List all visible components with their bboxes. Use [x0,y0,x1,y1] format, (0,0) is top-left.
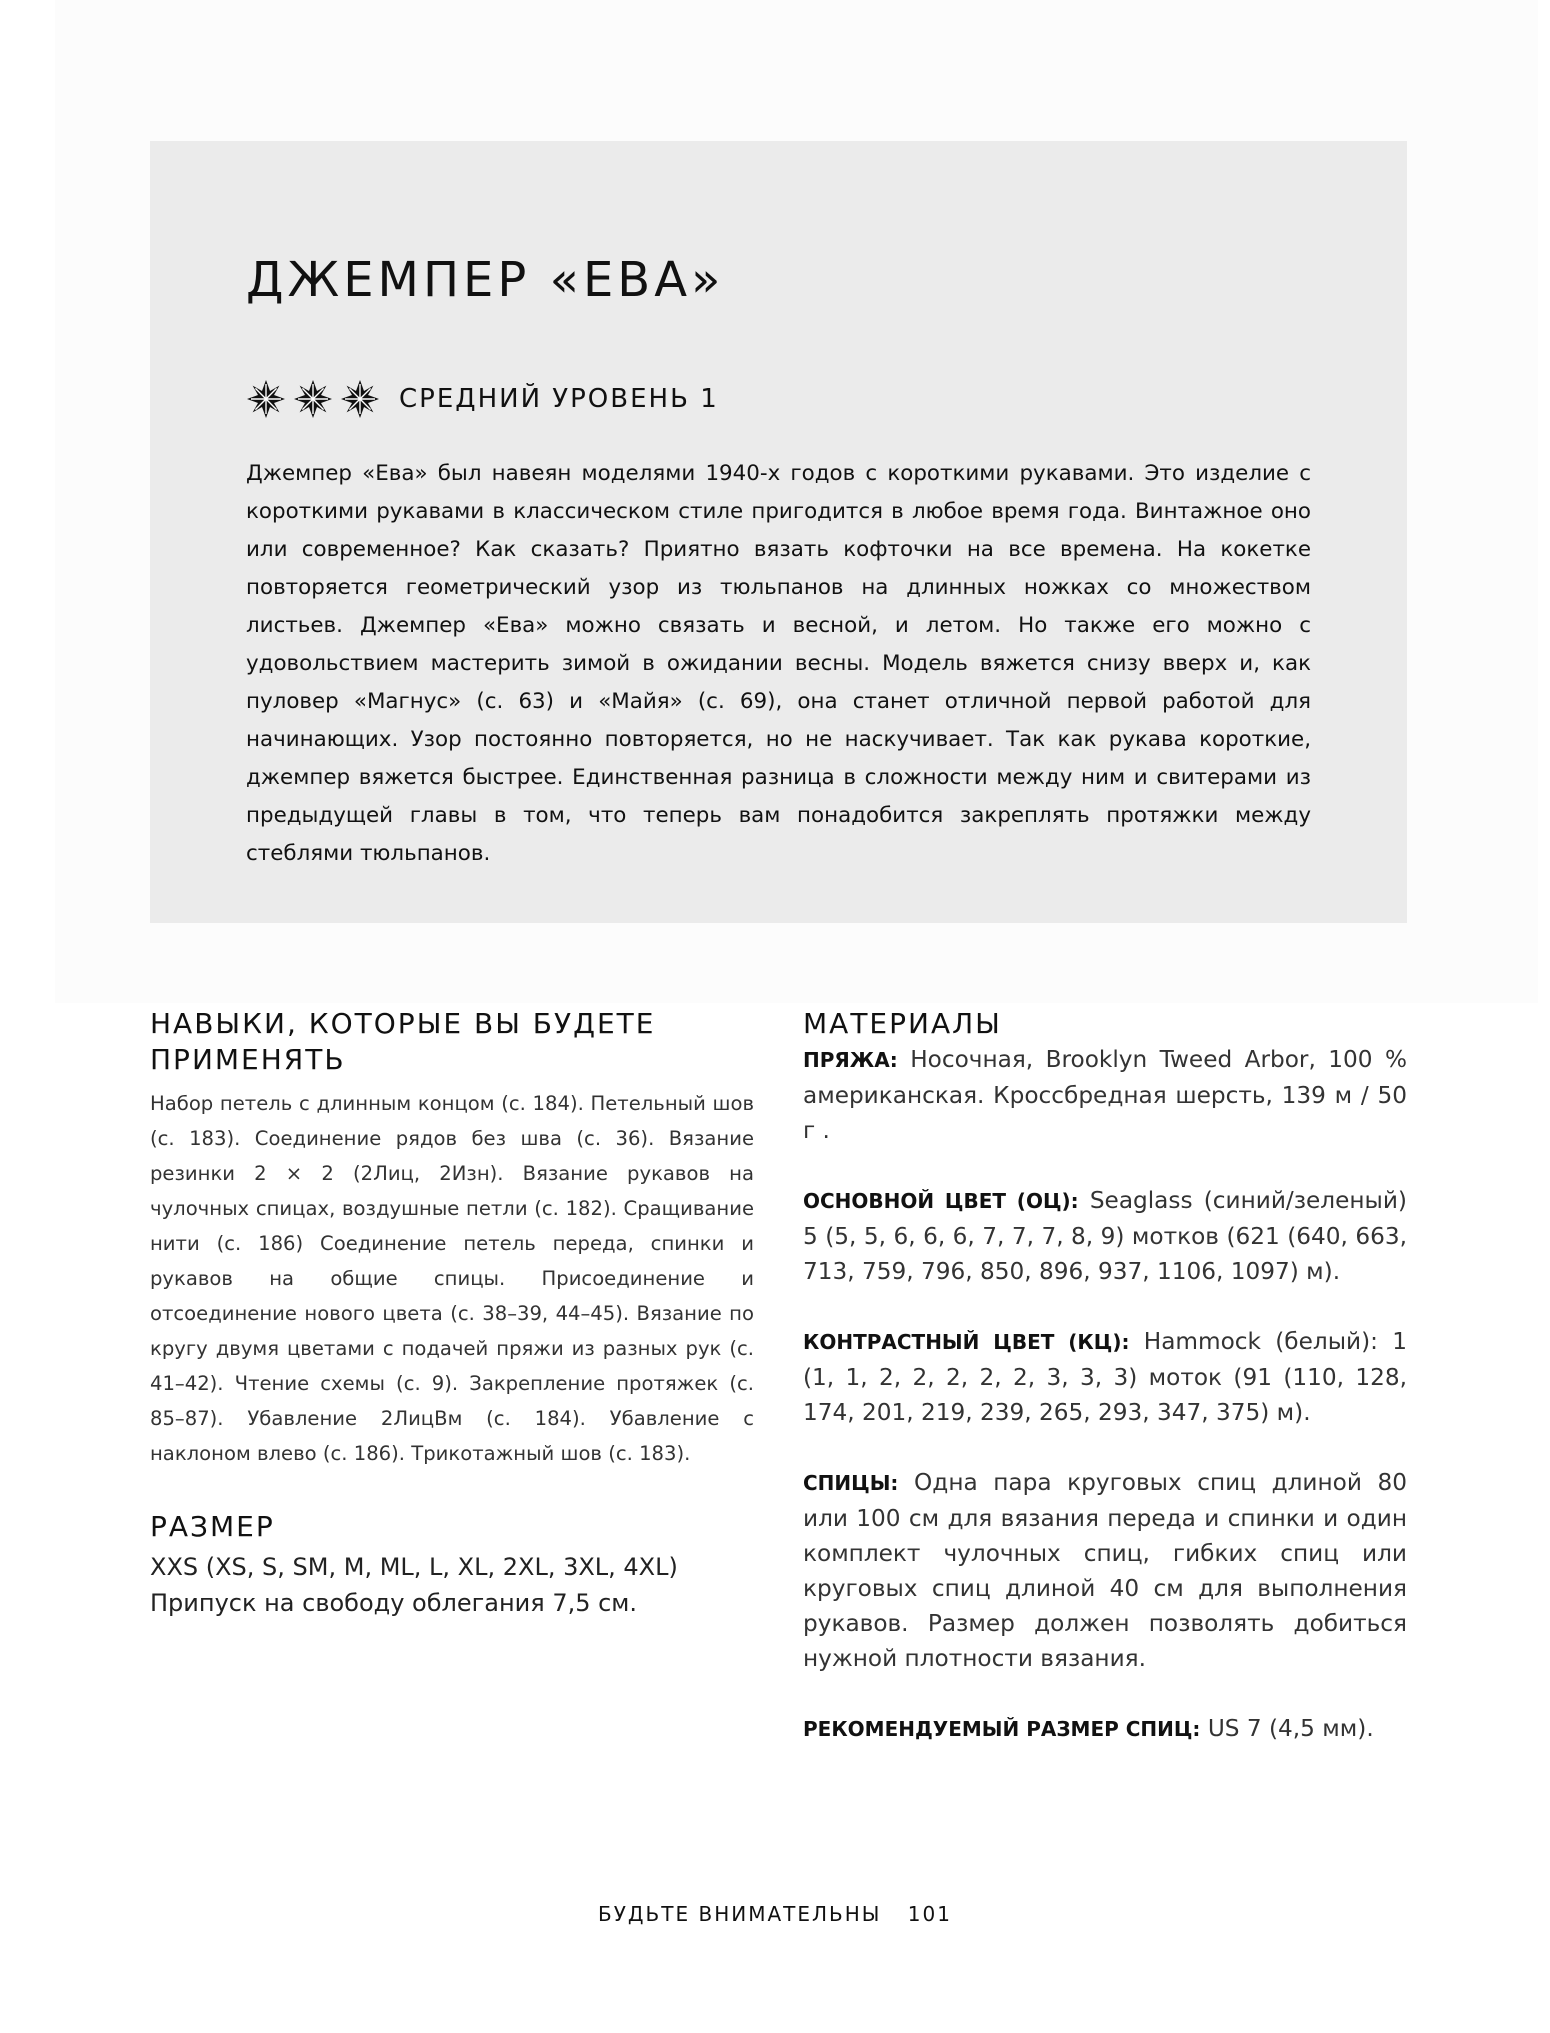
intro-description: Джемпер «Ева» был навеян моделями 1940-х годов с короткими рукавами. Это изделие с короткими рукавами в классическом стиле пригодится в любое время года. Винтажное оно или современное? Как сказать? Приятно вязать кофточки на все времена. На кокетке повторяется геометрический узор из тюльпанов на длинных ножках со множеством листьев. Джемпер «Ева» можно связать и весной, и летом. Но также его можно с удовольствием мастерить зимой в ожидании весны. Модель вяжется снизу вверх и, как пуловер «Магнус» (с. 63) и «Майя» (с. 69), она станет отличной первой работой для начинающих. Узор постоянно повторяется, но не наскучивает. Так как рукава короткие, джемпер вяжется быстрее. Единственная разница в сложности между ним и свитерами из предыдущей главы в том, что теперь вам понадобится закреплять протяжки между стеблями тюльпанов. [246,461,1311,866]
yarn-label: ПРЯЖА: [803,1048,898,1072]
needle-size-label: РЕКОМЕНДУЕМЫЙ РАЗМЕР СПИЦ: [803,1717,1201,1741]
snowflake-star-icon [293,379,333,419]
main-color-text: Seaglass (синий/зеленый) 5 (5, 5, 6, 6, 6, 7, 7, 7, 8, 9) мотков (621 (640, 663, 713, 759, 796, 850, 896, 937, 1106, 1097) м). [803,1187,1407,1285]
size-list: XXS (XS, S, SM, M, ML, L, XL, 2XL, 3XL, 4XL) [150,1553,678,1581]
materials-needles [803,1465,1407,1676]
left-column [150,1006,754,1621]
needles-label: СПИЦЫ: [803,1471,899,1495]
page-footer [0,1902,1550,1926]
footer-chapter: БУДЬТЕ ВНИМАТЕЛЬНЫ [598,1902,882,1926]
yarn-text: Носочная, Brooklyn Tweed Arbor, 100 % американская. Кроссбредная шерсть, 139 м / 50 г . [803,1046,1407,1144]
snowflake-star-icon [246,379,286,419]
skills-text: Набор петель с длинным концом (с. 184). Петельный шов (с. 183). Соединение рядов без шва (с. 36). Вязание резинки 2 × 2 (2Лиц, 2Изн). Вязание рукавов на чулочных спицах, воздушные петли (с. 182). Сращивание нити (с. 186) Соединение петель переда, спинки и рукавов на общие спицы. Присоединение и отсоединение нового цвета (с. 38–39, 44–45). Вязание по кругу двумя цветами с подачей пряжи из разных рук (с. 41–42). Чтение схемы (с. 9). Закрепление протяжек (с. 85–87). Убавление 2ЛицВм (с. 184). Убавление с наклоном влево (с. 186). Трикотажный шов (с. 183). [150,1092,754,1465]
page-title: ДЖЕМПЕР «ЕВА» [246,252,725,308]
materials-heading: МАТЕРИАЛЫ [803,1007,1002,1040]
size-heading: РАЗМЕР [150,1510,275,1543]
needle-size-text: US 7 (4,5 мм). [1207,1715,1374,1742]
contrast-color-text: Hammock (белый): 1 (1, 1, 2, 2, 2, 2, 2, 3, 3, 3) моток (91 (110, 128, 174, 201, 219, 239, 265, 293, 347, 375) м). [803,1328,1407,1426]
difficulty-label: СРЕДНИЙ УРОВЕНЬ 1 [399,384,719,414]
right-column [803,1006,1407,1747]
materials-contrast-color [803,1324,1407,1430]
materials-main-color [803,1183,1407,1289]
main-color-label: ОСНОВНОЙ ЦВЕТ (ОЦ): [803,1189,1079,1213]
materials-needle-size [803,1711,1407,1747]
materials-yarn [803,1042,1407,1148]
contrast-color-label: КОНТРАСТНЫЙ ЦВЕТ (КЦ): [803,1330,1130,1354]
page-number: 101 [907,1902,952,1926]
size-ease: Припуск на свободу облегания 7,5 см. [150,1589,638,1617]
snowflake-star-icon [340,379,380,419]
skills-heading: НАВЫКИ, КОТОРЫЕ ВЫ БУДЕТЕ ПРИМЕНЯТЬ [150,1007,656,1076]
needles-text: Одна пара круговых спиц длиной 80 или 100 см для вязания переда и спинки и один комплект чулочных спиц, гибких спиц или круговых спиц длиной 40 см для выполнения рукавов. Размер должен позволять добиться нужной плотности вязания. [803,1469,1408,1672]
difficulty-level [246,374,719,424]
size-block [150,1549,754,1621]
